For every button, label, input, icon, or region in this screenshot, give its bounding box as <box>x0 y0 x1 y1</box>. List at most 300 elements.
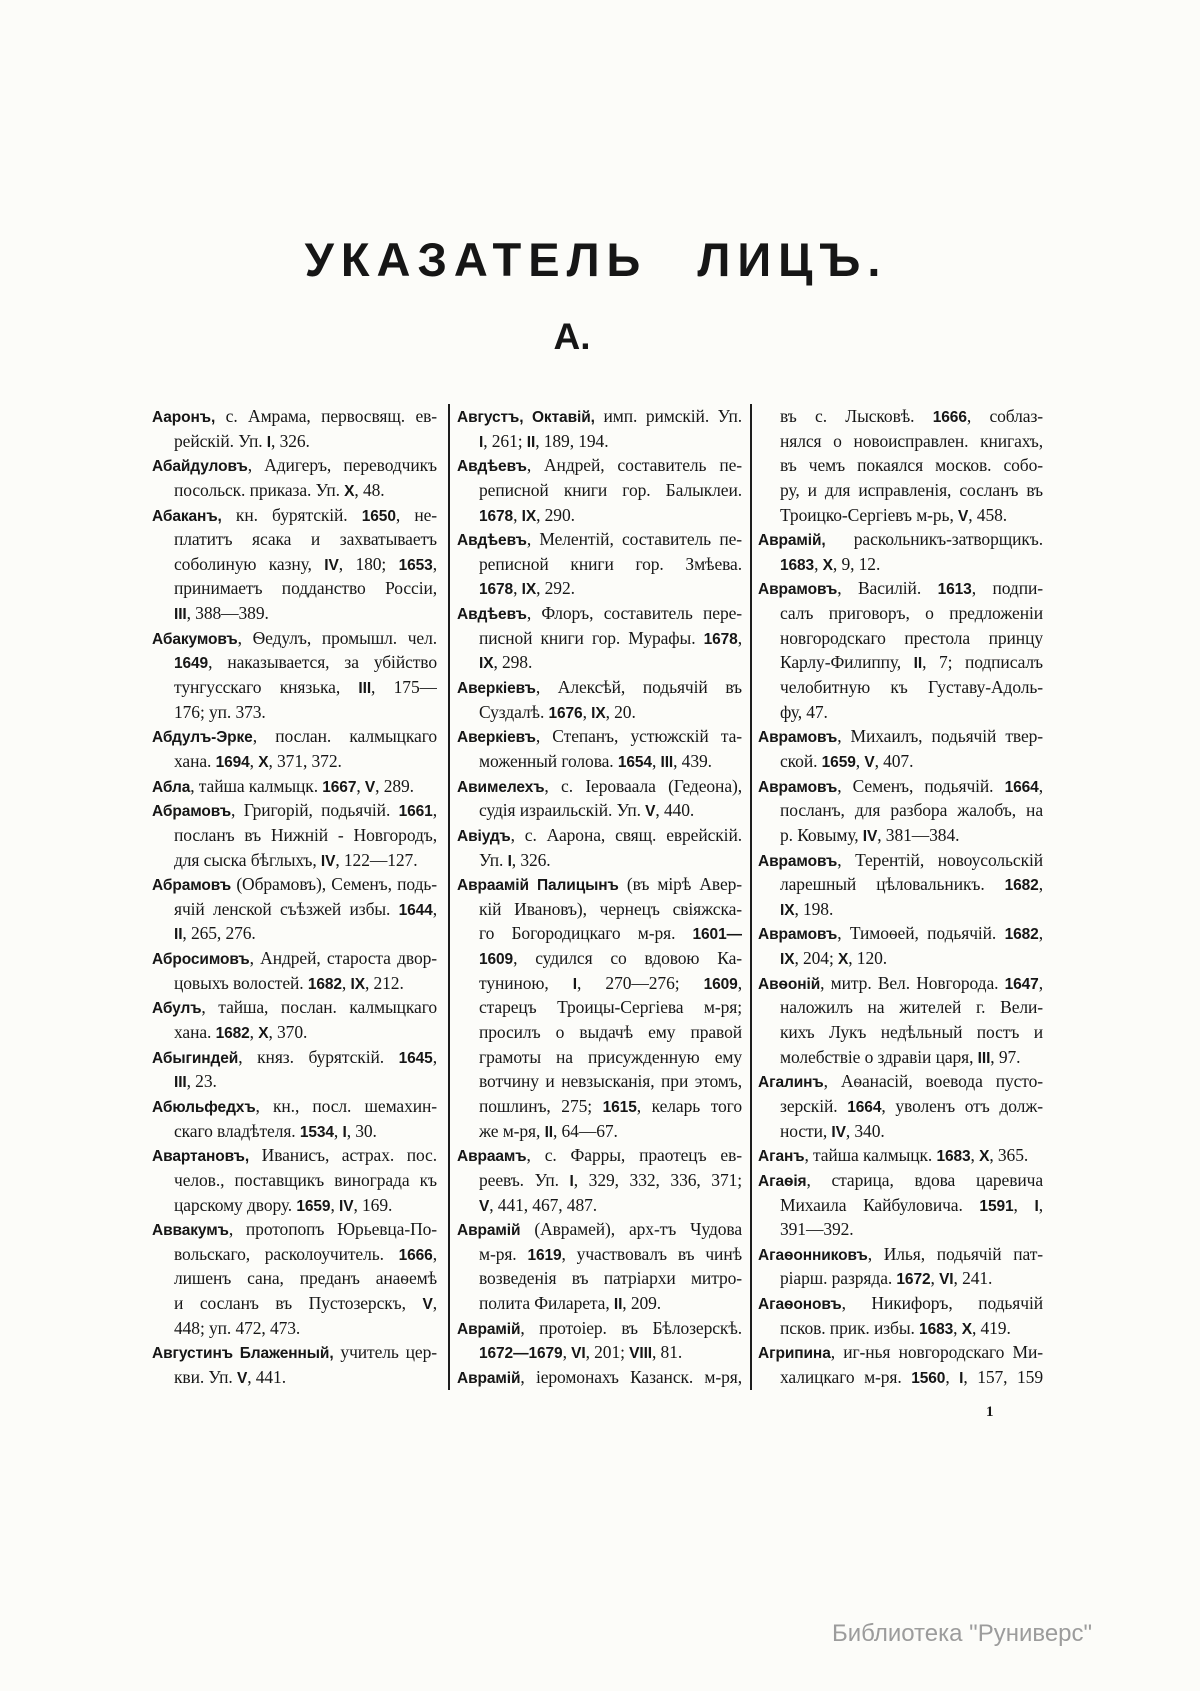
entry-text: хана. <box>174 750 216 771</box>
entry-bold-text: IX <box>479 655 494 673</box>
entry-text: , 298. <box>493 652 533 673</box>
entry-line <box>152 478 437 503</box>
entry-bold-text: IV <box>831 1123 846 1141</box>
entry-line <box>457 995 742 1020</box>
page-title: УКАЗАТЕЛЬ ЛИЦЪ. <box>304 233 888 286</box>
entry-text: , тайша калмыцк. <box>804 1145 937 1166</box>
entry-text: фу, 47. <box>780 701 828 722</box>
index-entry <box>758 1340 1043 1389</box>
entry-text: м-ря. <box>479 1243 528 1264</box>
entry-bold-text: 1659 <box>296 1197 331 1215</box>
entry-line <box>152 1168 437 1193</box>
entry-bold-text: X <box>822 556 833 574</box>
entry-text: , 439. <box>673 750 712 771</box>
index-column-3 <box>758 404 1043 1390</box>
entry-text: , протоіер. въ Бѣлозерскѣ. <box>520 1317 742 1338</box>
entry-text: , 64—67. <box>552 1120 618 1141</box>
entry-text: судія израильскій. Уп. <box>479 800 646 821</box>
entry-bold-text: Аврамовъ <box>758 926 838 944</box>
entry-bold-text: I <box>569 1172 574 1190</box>
entry-text: , 241. <box>953 1268 993 1289</box>
entry-bold-text: IV <box>320 852 336 870</box>
entry-text: кн. бурятскій. <box>221 504 362 525</box>
entry-text: , Алексѣй, подьячій въ <box>535 677 742 698</box>
entry-text: , 326. <box>271 430 310 451</box>
entry-text: , <box>1038 874 1043 895</box>
entry-text: посланъ въ Нижній - Новгородъ, <box>174 824 437 845</box>
entry-text: халицкаго м-ря. <box>780 1366 912 1387</box>
entry-bold-text: Агрипина <box>758 1345 831 1363</box>
entry-text: , 365. <box>989 1145 1029 1166</box>
entry-bold-text: 1619 <box>527 1246 562 1264</box>
entry-line <box>457 478 742 503</box>
entry-text: ячій ленской съѣзжей избы. <box>174 898 399 919</box>
entry-bold-text: V <box>364 778 376 796</box>
entry-text: , 7; подписалъ <box>922 652 1043 673</box>
entry-line <box>758 848 1043 873</box>
entry-text: раскольникъ-затворщикъ. <box>825 529 1043 550</box>
entry-line <box>152 823 437 848</box>
entry-text: (Аврамей), арх-тъ Чудова <box>520 1219 742 1240</box>
entry-text: , 440. <box>655 800 695 821</box>
entry-text: , 265, 276. <box>182 923 256 944</box>
index-entry <box>152 1094 437 1143</box>
entry-text: , <box>945 1366 960 1387</box>
entry-bold-text: 1649 <box>174 655 209 673</box>
entry-bold-text: Авартановъ, <box>152 1148 250 1166</box>
entry-text: , <box>432 898 437 919</box>
entry-text: молебствіе о здравіи царя, <box>780 1046 978 1067</box>
entry-bold-text: Августинъ Блаженный, <box>152 1345 334 1363</box>
entry-line <box>758 527 1043 552</box>
entry-text: , <box>855 750 865 771</box>
entry-bold-text: VI <box>571 1345 586 1363</box>
entry-text: , 9, 12. <box>832 553 881 574</box>
entry-text: , <box>953 1317 962 1338</box>
entry-line <box>758 1193 1043 1218</box>
entry-text: , Андрей, составитель пе- <box>526 455 742 476</box>
entry-bold-text: II <box>613 1296 623 1314</box>
entry-line <box>758 1316 1043 1341</box>
entry-bold-text: I <box>959 1369 964 1387</box>
entry-text: Троицко-Сергіевъ м-рь, <box>780 504 958 525</box>
entry-bold-text: Аврамовъ <box>758 581 838 599</box>
entry-text: челобитную къ Густаву-Адоль- <box>780 677 1043 698</box>
entry-text: , <box>330 1194 340 1215</box>
entry-bold-text: Аганъ <box>758 1148 805 1166</box>
entry-line <box>758 1217 1043 1242</box>
entry-text: , <box>432 553 437 574</box>
entry-bold-text: III <box>358 680 372 698</box>
index-entry <box>152 774 437 799</box>
entry-text: , <box>513 578 522 599</box>
entry-text: , Илья, подьячій пат- <box>867 1243 1043 1264</box>
entry-text: хана. <box>174 1022 216 1043</box>
entry-line <box>758 576 1043 601</box>
entry-line <box>152 601 437 626</box>
index-entry <box>152 626 437 725</box>
entry-bold-text: Аврамій, <box>758 532 826 550</box>
entry-bold-text: 1682 <box>215 1025 250 1043</box>
entry-bold-text: IX <box>521 507 537 525</box>
entry-text: , 329, 332, 336, 371; <box>573 1169 742 1190</box>
entry-text: , <box>737 627 742 648</box>
entry-text: , 201; <box>585 1342 630 1363</box>
entry-text: , 441, 467, 487. <box>489 1194 598 1215</box>
entry-bold-text: 1672—1679 <box>479 1345 563 1363</box>
entry-text: , 97. <box>990 1046 1021 1067</box>
entry-bold-text: Авѳоній <box>758 975 821 993</box>
entry-text: , <box>930 1268 940 1289</box>
entry-bold-text: X <box>961 1320 972 1338</box>
entry-line <box>758 921 1043 946</box>
entry-text: , княз. бурятскій. <box>238 1046 399 1067</box>
entry-text: для сыска бѣглыхъ, <box>174 849 321 870</box>
entry-bold-text: Абюльфедхъ <box>152 1098 256 1116</box>
entry-text: , 419. <box>971 1317 1011 1338</box>
entry-text: , 48. <box>354 479 385 500</box>
entry-line <box>758 404 1043 429</box>
entry-line <box>758 1069 1043 1094</box>
entry-line <box>152 798 437 823</box>
index-entry <box>152 1217 437 1340</box>
entry-bold-text: 1682 <box>307 975 342 993</box>
entry-text: , 81. <box>652 1342 683 1363</box>
entry-bold-text: V <box>958 507 969 525</box>
entry-bold-text: II <box>174 926 183 944</box>
entry-bold-text: 1644 <box>398 901 433 919</box>
entry-text: , 370. <box>268 1022 308 1043</box>
entry-text: 448; уп. 472, 473. <box>174 1317 301 1338</box>
entry-bold-text: Авдѣевъ <box>457 458 527 476</box>
index-entry <box>758 1168 1043 1242</box>
entry-line <box>758 1143 1043 1168</box>
entry-line <box>152 848 437 873</box>
entry-line <box>152 946 437 971</box>
entry-bold-text: I <box>342 1123 347 1141</box>
entry-bold-text: 1683 <box>936 1148 971 1166</box>
entry-bold-text: IX <box>780 951 795 969</box>
entry-bold-text: 1683 <box>780 556 815 574</box>
watermark: Библиотека "Руниверс" <box>832 1620 1093 1647</box>
entry-line <box>152 921 437 946</box>
entry-text: ской. <box>780 750 822 771</box>
entry-line <box>758 1094 1043 1119</box>
entry-text: , <box>341 972 351 993</box>
index-entry <box>457 404 742 453</box>
entry-line <box>758 1291 1043 1316</box>
entry-line <box>152 897 437 922</box>
entry-line <box>758 1168 1043 1193</box>
entry-line <box>758 626 1043 651</box>
entry-text: , 292. <box>536 578 575 599</box>
entry-bold-text: Аврамовъ <box>758 778 838 796</box>
index-entry <box>758 724 1043 773</box>
entry-text: и сосланъ въ Пустозерскъ, <box>174 1293 423 1314</box>
entry-text: въ с. Лысковѣ. <box>780 406 933 426</box>
entry-text: же м-ря, <box>479 1120 545 1141</box>
section-letter: А. <box>553 316 591 357</box>
entry-line <box>758 823 1043 848</box>
entry-text: , <box>582 701 592 722</box>
entry-line <box>457 552 742 577</box>
entry-line <box>457 675 742 700</box>
index-entry <box>457 1217 742 1316</box>
entry-text: , 212. <box>364 972 404 993</box>
entry-bold-text: X <box>258 1025 269 1043</box>
entry-text: , тайша калмыцк. <box>190 775 323 796</box>
entry-bold-text: V <box>479 1197 490 1215</box>
entry-line <box>457 601 742 626</box>
entry-bold-text: Абрамовъ <box>152 877 232 895</box>
index-entry <box>152 872 437 946</box>
entry-line <box>758 724 1043 749</box>
entry-line <box>457 1340 742 1365</box>
entry-bold-text: Агаѳонниковъ <box>758 1246 868 1264</box>
index-entry <box>758 1069 1043 1143</box>
entry-text: просилъ о выдачѣ ему правой <box>479 1022 742 1043</box>
entry-line <box>457 1143 742 1168</box>
entry-bold-text: III <box>174 1074 187 1092</box>
entry-text: р. Ковыму, <box>780 824 863 845</box>
entry-text: Уп. <box>479 849 508 870</box>
entry-line <box>758 872 1043 897</box>
entry-line <box>152 749 437 774</box>
index-entry <box>152 798 437 872</box>
entry-text: , <box>737 972 742 993</box>
entry-bold-text: Аврамовъ <box>758 852 838 870</box>
index-entry <box>758 1242 1043 1291</box>
entry-bold-text: I <box>479 433 484 451</box>
entry-line <box>152 1094 437 1119</box>
entry-text: , <box>432 1243 437 1264</box>
entry-text: реписной книги гор. Балыклеи. <box>479 479 742 500</box>
entry-text: , Василій. <box>837 578 938 599</box>
index-entry <box>457 453 742 527</box>
entry-text: нялся о новоисправлен. книгахъ, <box>780 430 1043 451</box>
entry-line <box>457 527 742 552</box>
index-entry <box>758 921 1043 970</box>
entry-line <box>758 1365 1043 1390</box>
entry-text: старецъ Троицы-Сергіева м-ря; <box>479 997 742 1018</box>
entry-text: зерскій. <box>780 1095 848 1116</box>
entry-text: платитъ ясака и захватываетъ <box>174 529 437 550</box>
entry-text: соболиную казну, <box>174 553 325 574</box>
entry-line <box>152 971 437 996</box>
entry-bold-text: Аврамій <box>457 1369 521 1387</box>
entry-bold-text: 1682 <box>1004 877 1039 895</box>
entry-text: с. Амрама, первосвящ. ев- <box>215 406 437 426</box>
entry-line <box>457 774 742 799</box>
entry-text: , 189, 194. <box>535 430 609 451</box>
entry-text: псков. прик. избы. <box>780 1317 920 1338</box>
entry-bold-text: X <box>979 1148 990 1166</box>
entry-text: челов., поставщикъ винограда къ <box>174 1169 437 1190</box>
entry-text: ларешный цѣловальникъ. <box>780 874 1005 895</box>
entry-bold-text: 1591 <box>979 1197 1014 1215</box>
entry-line <box>152 576 437 601</box>
entry-text: возведенія въ патріархи митро- <box>479 1268 742 1289</box>
index-entry <box>457 527 742 601</box>
index-entry <box>457 1365 742 1390</box>
entry-text: , <box>249 1022 259 1043</box>
entry-bold-text: 1666 <box>932 409 967 426</box>
entry-line <box>758 700 1043 725</box>
entry-bold-text: 1560 <box>911 1369 946 1387</box>
entry-line <box>457 429 742 454</box>
entry-text: , 175— <box>371 677 437 698</box>
entry-line <box>457 1020 742 1045</box>
entry-text: , Терентій, новоусольскій <box>837 849 1043 870</box>
index-entry <box>457 601 742 675</box>
entry-bold-text: Аврамій <box>457 1222 521 1240</box>
entry-text: , Степанъ, устюжскій та- <box>535 726 742 747</box>
entry-bold-text: VI <box>939 1271 954 1289</box>
entry-text: цовыхъ волостей. <box>174 972 308 993</box>
index-entry <box>758 971 1043 1070</box>
entry-bold-text: IV <box>324 556 339 574</box>
entry-line <box>457 453 742 478</box>
entry-text: , 441. <box>247 1366 286 1387</box>
index-entry <box>457 872 742 1143</box>
entry-bold-text: III <box>660 753 674 771</box>
entry-text: , Мелентій, составитель пе- <box>526 529 742 550</box>
entry-text: , <box>513 504 522 525</box>
entry-bold-text: Абулъ <box>152 1000 202 1018</box>
entry-bold-text: Абдулъ-Эрке <box>152 729 253 747</box>
entry-bold-text: 1694 <box>215 753 250 771</box>
entry-bold-text: Абла <box>152 778 191 796</box>
entry-text: наложилъ на жителей г. Вели- <box>780 997 1043 1018</box>
entry-line <box>457 946 742 971</box>
entry-text: , <box>814 553 823 574</box>
entry-bold-text: Абайдуловъ <box>152 458 248 476</box>
entry-line <box>152 774 437 799</box>
entry-bold-text: 1678 <box>479 581 514 599</box>
entry-line <box>152 1340 437 1365</box>
entry-bold-text: X <box>344 482 355 500</box>
entry-line <box>457 1094 742 1119</box>
entry-text: учитель цер- <box>333 1342 437 1363</box>
entry-bold-text: 1534 <box>299 1123 334 1141</box>
entry-text: , 407. <box>874 750 914 771</box>
index-entry <box>152 995 437 1044</box>
entry-line <box>758 995 1043 1020</box>
entry-bold-text: 1678 <box>703 630 738 648</box>
entry-text: 176; уп. 373. <box>174 701 266 722</box>
entry-bold-text: 1609 <box>703 975 738 993</box>
entry-text: , 388—389. <box>186 603 269 624</box>
entry-line <box>457 1168 742 1193</box>
entry-text: пошлинъ, 275; <box>479 1095 603 1116</box>
entry-bold-text: Аввакумъ <box>152 1222 229 1240</box>
entry-bold-text: IX <box>780 901 795 919</box>
entry-text: грамоты на присужденную ему <box>479 1046 742 1067</box>
index-entry <box>758 404 1043 527</box>
entry-line <box>758 1266 1043 1291</box>
entry-text: , с. Іероваала (Гедеона), <box>544 775 742 796</box>
entry-line <box>457 724 742 749</box>
entry-text: , <box>333 1120 343 1141</box>
entry-text: , Аѳанасій, воевода пусто- <box>823 1071 1043 1092</box>
entry-bold-text: II <box>913 655 923 673</box>
entry-line <box>152 527 437 552</box>
entry-bold-text: IX <box>350 975 365 993</box>
entry-line <box>152 552 437 577</box>
entry-text: , <box>1013 1194 1035 1215</box>
entry-bold-text: 1664 <box>1004 778 1039 796</box>
entry-bold-text: V <box>236 1369 248 1387</box>
entry-text: , Тимоѳей, подьячій. <box>837 923 1005 944</box>
entry-text: , 270—276; <box>577 972 704 993</box>
entry-text: , иг-нья новгородскаго Ми- <box>830 1342 1043 1363</box>
index-entry <box>152 1340 437 1389</box>
entry-line <box>758 1045 1043 1070</box>
entry-line <box>152 429 437 454</box>
entry-bold-text: 1613 <box>937 581 972 599</box>
index-column-1 <box>152 404 437 1390</box>
index-entry <box>457 724 742 773</box>
entry-text: , <box>432 800 437 821</box>
entry-bold-text: 1666 <box>398 1246 433 1264</box>
entry-line <box>457 1045 742 1070</box>
entry-line <box>457 1069 742 1094</box>
entry-bold-text: 1659 <box>821 753 856 771</box>
index-entry <box>758 774 1043 848</box>
entry-bold-text: III <box>977 1049 991 1067</box>
entry-text: , 381—384. <box>877 824 960 845</box>
entry-text: ріарш. разряда. <box>780 1268 897 1289</box>
entry-text: , участвовалъ въ чинѣ <box>561 1243 742 1264</box>
entry-bold-text: 1653 <box>398 556 433 574</box>
entry-text: , 326. <box>511 849 551 870</box>
entry-line <box>457 1217 742 1242</box>
entry-line <box>758 429 1043 454</box>
entry-text: , <box>249 750 259 771</box>
entry-line <box>152 724 437 749</box>
entry-text: (Обрамовъ), Семенъ, подь- <box>231 874 437 895</box>
entry-line <box>758 1119 1043 1144</box>
index-entry <box>152 1143 437 1217</box>
entry-line <box>758 749 1043 774</box>
entry-line <box>152 1266 437 1291</box>
entry-text: посланъ, для разбора жалобъ, на <box>780 800 1043 821</box>
entry-line <box>152 1045 437 1070</box>
entry-line <box>758 453 1043 478</box>
entry-text: тунгусскаго князька, <box>174 677 359 698</box>
entry-text: вольскаго, расколоучитель. <box>174 1243 399 1264</box>
entry-text: , <box>1038 1194 1043 1215</box>
entry-bold-text: 1664 <box>847 1098 882 1116</box>
index-entry <box>758 1291 1043 1340</box>
entry-bold-text: VIII <box>629 1345 652 1363</box>
entry-text: кви. Уп. <box>174 1366 237 1387</box>
entry-text: въ чемъ покаялся москов. собо- <box>780 455 1043 476</box>
entry-line <box>152 995 437 1020</box>
entry-text: , <box>432 1293 437 1314</box>
entry-bold-text: 1615 <box>602 1098 637 1116</box>
entry-line <box>457 749 742 774</box>
entry-text: , уволенъ отъ долж- <box>881 1095 1043 1116</box>
entry-bold-text: Авіудъ <box>457 827 511 845</box>
entry-line <box>758 503 1043 528</box>
entry-bold-text: V <box>864 753 875 771</box>
entry-text: , <box>1038 923 1043 944</box>
index-entry <box>457 675 742 724</box>
entry-line <box>152 1365 437 1390</box>
entry-text: , протопопъ Юрьевца-По- <box>228 1219 437 1240</box>
index-entry <box>758 848 1043 922</box>
